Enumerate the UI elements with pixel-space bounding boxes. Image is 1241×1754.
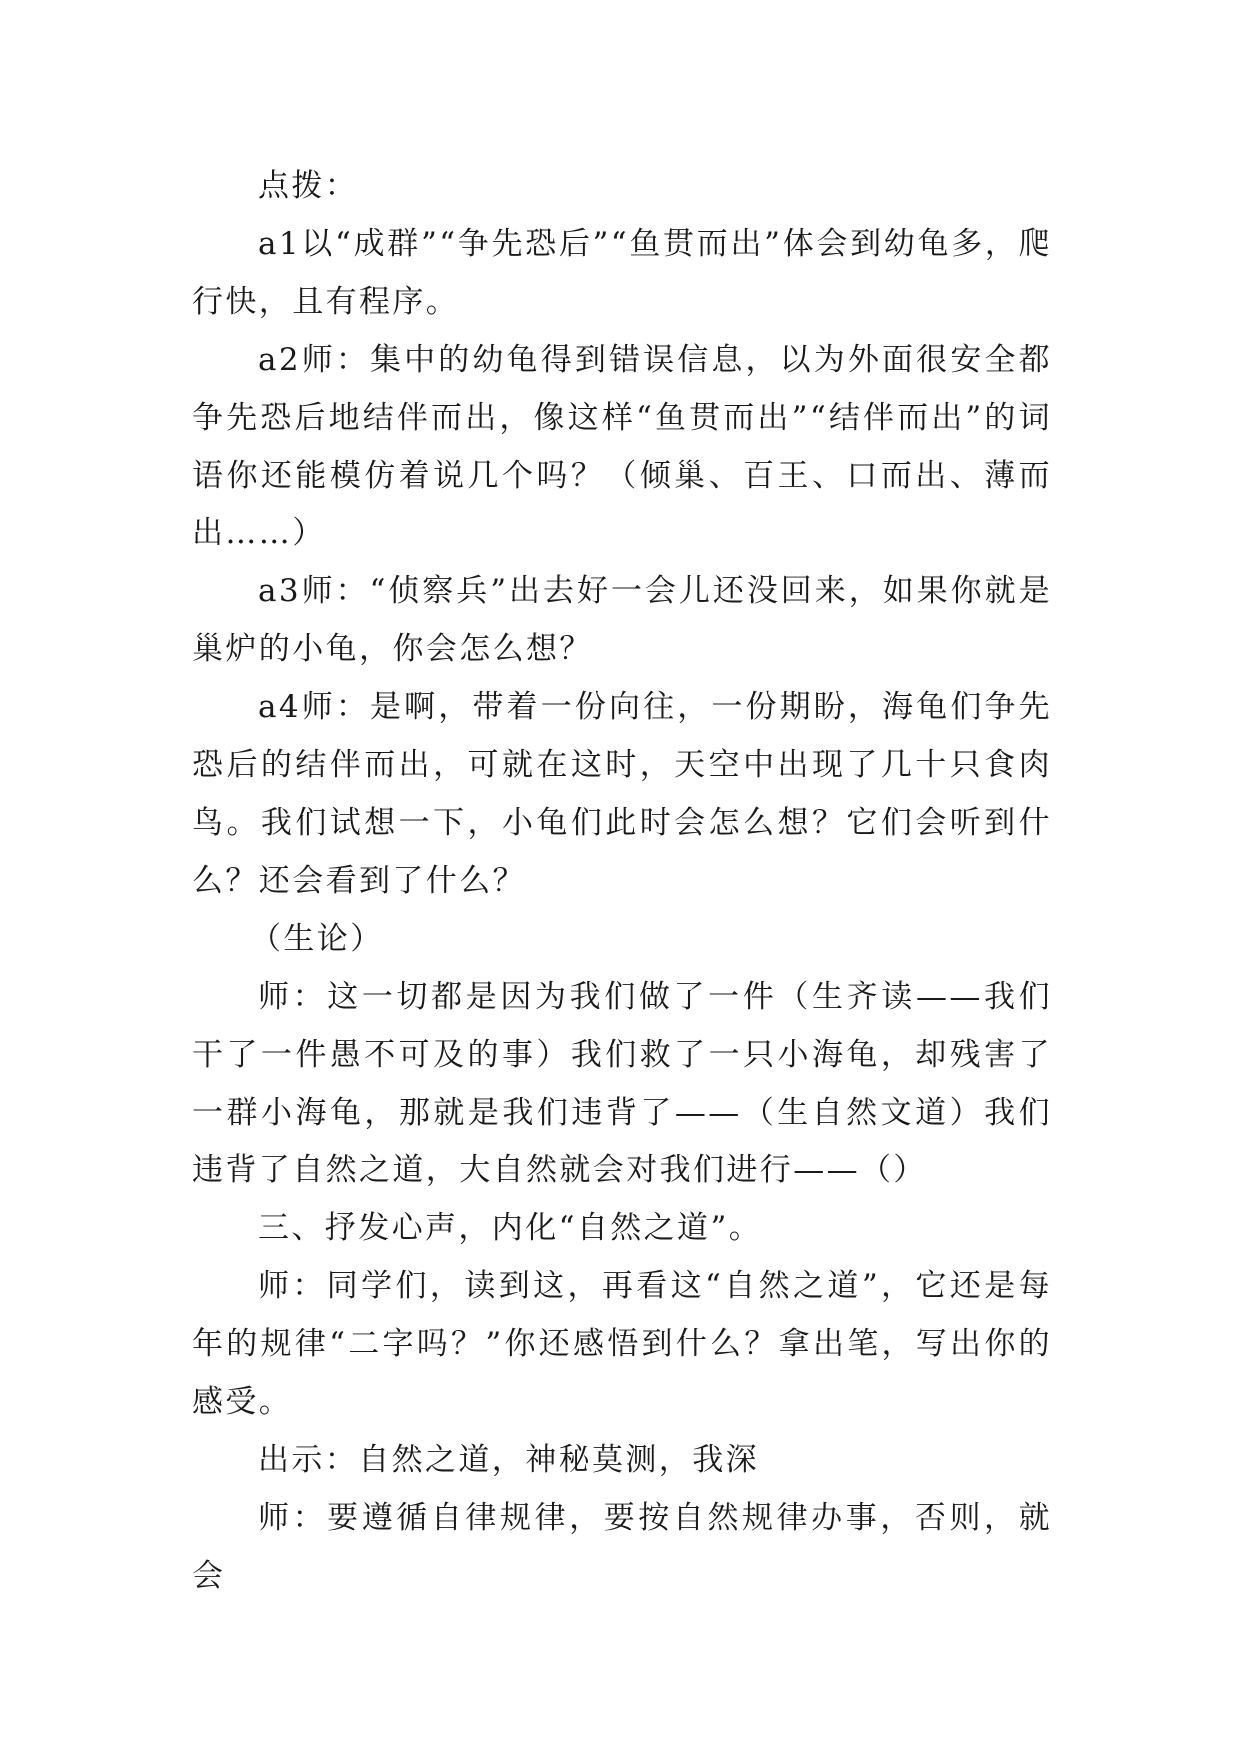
paragraph: 出示：自然之道，神秘莫测，我深 — [258, 1441, 759, 1478]
section-heading: 三、抒发心声，内化“自然之道”。 — [258, 1210, 763, 1247]
paragraph: a4师：是啊，带着一份向往，一份期盼，海龟们争先恐后的结伴而出，可就在这时，天空中出现了几十只食肉鸟。我们试想一下，小龟们此时会怎么想？它们会听到什么？还会看到了什么？ — [192, 689, 1052, 899]
document-body — [192, 158, 1052, 1606]
paragraph: 师：同学们，读到这，再看这“自然之道”，它还是每年的规律“二字吗？”你还感悟到什么？拿出笔，写出你的感受。 — [192, 1268, 1052, 1421]
paragraph: 师：要遵循自律规律，要按自然规律办事，否则，就会 — [192, 1499, 1052, 1594]
paragraph: a1以“成群”“争先恐后”“鱼贯而出”体会到幼龟多，爬行快，且有程序。 — [192, 225, 1052, 320]
paragraph: a2师：集中的幼龟得到错误信息，以为外面很安全都争先恐后地结伴而出，像这样“鱼贯而出”“结伴而出”的词语你还能模仿着说几个吗？（倾巢、百王、口而出、薄而出……） — [192, 341, 1052, 552]
paragraph: a3师：“侦察兵”出去好一会儿还没回来，如果你就是巢炉的小龟，你会怎么想？ — [192, 573, 1052, 668]
paragraph: 点拨： — [258, 168, 359, 204]
paragraph: （生论） — [250, 920, 384, 957]
paragraph: 师：这一切都是因为我们做了一件（生齐读——我们干了一件愚不可及的事）我们救了一只小海龟，却残害了一群小海龟，那就是我们违背了——（生自然文道）我们违背了自然之道，大自然就会对我们进行——（） — [192, 978, 1052, 1189]
